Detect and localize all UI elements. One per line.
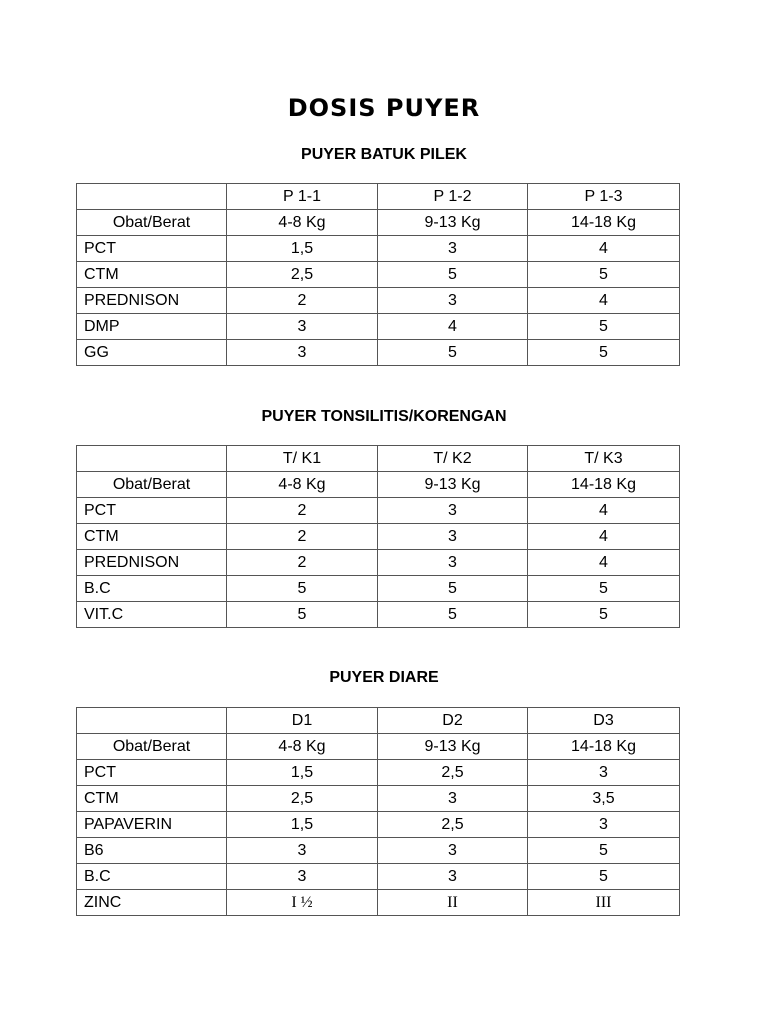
dose-cell: 3: [378, 524, 528, 550]
header-weight-cell: 14-18 Kg: [528, 734, 680, 760]
table-row: [77, 602, 680, 628]
table-row: [77, 524, 680, 550]
dose-cell: 3: [378, 838, 528, 864]
dose-cell: 1,5: [227, 760, 378, 786]
dose-cell: 2: [227, 550, 378, 576]
table-row: [77, 838, 680, 864]
dose-cell: 4: [378, 314, 528, 340]
drug-name-cell: PREDNISON: [77, 550, 227, 576]
dose-cell: 2: [227, 498, 378, 524]
table-row: [77, 890, 680, 916]
header-empty-cell: [77, 446, 227, 472]
dose-cell: 2,5: [378, 760, 528, 786]
table-tonsilitis-korengan: [76, 445, 680, 628]
dose-cell: 2: [227, 288, 378, 314]
table-row: [77, 550, 680, 576]
dose-cell: 5: [528, 314, 680, 340]
header-label-cell: Obat/Berat: [77, 734, 227, 760]
dose-cell: 5: [528, 864, 680, 890]
dose-cell: 5: [528, 262, 680, 288]
dose-cell: 5: [378, 576, 528, 602]
table-batuk-pilek: [76, 183, 680, 366]
dose-cell: 3: [528, 760, 680, 786]
table-header-row-weights: [77, 734, 680, 760]
dose-cell: 3: [528, 812, 680, 838]
header-code-cell: D3: [528, 708, 680, 734]
drug-name-cell: PAPAVERIN: [77, 812, 227, 838]
dose-cell: 1,5: [227, 812, 378, 838]
drug-name-cell: GG: [77, 340, 227, 366]
dose-cell: II: [378, 890, 528, 916]
table-row: [77, 786, 680, 812]
dose-cell: 5: [227, 602, 378, 628]
section-title-tonsilitis-korengan: PUYER TONSILITIS/KORENGAN: [261, 408, 507, 425]
table-diare: [76, 707, 680, 916]
dose-cell: 3,5: [528, 786, 680, 812]
dose-cell: 3: [378, 864, 528, 890]
table-header-row-weights: [77, 210, 680, 236]
dose-cell: 2,5: [378, 812, 528, 838]
dose-cell: 1,5: [227, 236, 378, 262]
header-code-cell: P 1-1: [227, 184, 378, 210]
drug-name-cell: PCT: [77, 236, 227, 262]
header-code-cell: T/ K1: [227, 446, 378, 472]
header-weight-cell: 9-13 Kg: [378, 734, 528, 760]
header-code-cell: P 1-2: [378, 184, 528, 210]
dose-cell: 2: [227, 524, 378, 550]
table-row: [77, 340, 680, 366]
dose-cell: 4: [528, 288, 680, 314]
dose-cell: 5: [528, 602, 680, 628]
dose-cell: 5: [227, 576, 378, 602]
drug-name-cell: CTM: [77, 262, 227, 288]
header-weight-cell: 4-8 Kg: [227, 472, 378, 498]
header-weight-cell: 9-13 Kg: [378, 472, 528, 498]
header-code-cell: T/ K3: [528, 446, 680, 472]
drug-name-cell: CTM: [77, 786, 227, 812]
table-header-row-codes: [77, 184, 680, 210]
header-code-cell: D1: [227, 708, 378, 734]
section-title-batuk-pilek: PUYER BATUK PILEK: [301, 146, 467, 163]
table-row: [77, 288, 680, 314]
header-weight-cell: 4-8 Kg: [227, 210, 378, 236]
table-header-row-weights: [77, 472, 680, 498]
dose-cell: 5: [378, 602, 528, 628]
table-row: [77, 262, 680, 288]
header-label-cell: Obat/Berat: [77, 210, 227, 236]
table-header-row-codes: [77, 708, 680, 734]
header-weight-cell: 9-13 Kg: [378, 210, 528, 236]
dose-cell: 4: [528, 498, 680, 524]
table-row: [77, 314, 680, 340]
drug-name-cell: CTM: [77, 524, 227, 550]
drug-name-cell: PCT: [77, 760, 227, 786]
table-row: [77, 864, 680, 890]
table-row: [77, 812, 680, 838]
dose-cell: 3: [378, 498, 528, 524]
header-code-cell: D2: [378, 708, 528, 734]
dose-cell: III: [528, 890, 680, 916]
header-code-cell: T/ K2: [378, 446, 528, 472]
dose-cell: 3: [378, 288, 528, 314]
dose-cell: I ½: [227, 890, 378, 916]
drug-name-cell: PREDNISON: [77, 288, 227, 314]
dose-cell: 3: [378, 550, 528, 576]
table-row: [77, 498, 680, 524]
table-row: [77, 760, 680, 786]
dose-cell: 2,5: [227, 262, 378, 288]
dose-cell: 4: [528, 236, 680, 262]
dose-cell: 5: [378, 340, 528, 366]
drug-name-cell: B.C: [77, 864, 227, 890]
dose-cell: 5: [378, 262, 528, 288]
table-header-row-codes: [77, 446, 680, 472]
drug-name-cell: VIT.C: [77, 602, 227, 628]
drug-name-cell: PCT: [77, 498, 227, 524]
dose-cell: 5: [528, 576, 680, 602]
dose-cell: 5: [528, 340, 680, 366]
page-title: DOSIS PUYER: [287, 94, 481, 122]
dose-cell: 3: [378, 786, 528, 812]
header-weight-cell: 14-18 Kg: [528, 210, 680, 236]
dose-cell: 3: [227, 838, 378, 864]
dose-cell: 5: [528, 838, 680, 864]
dose-cell: 3: [227, 864, 378, 890]
dose-cell: 4: [528, 524, 680, 550]
header-weight-cell: 4-8 Kg: [227, 734, 378, 760]
dose-cell: 4: [528, 550, 680, 576]
drug-name-cell: B6: [77, 838, 227, 864]
header-empty-cell: [77, 708, 227, 734]
dose-cell: 3: [378, 236, 528, 262]
dose-cell: 3: [227, 314, 378, 340]
drug-name-cell: DMP: [77, 314, 227, 340]
header-empty-cell: [77, 184, 227, 210]
section-title-diare: PUYER DIARE: [329, 669, 439, 686]
header-label-cell: Obat/Berat: [77, 472, 227, 498]
drug-name-cell: ZINC: [77, 890, 227, 916]
header-code-cell: P 1-3: [528, 184, 680, 210]
table-row: [77, 576, 680, 602]
dose-cell: 3: [227, 340, 378, 366]
drug-name-cell: B.C: [77, 576, 227, 602]
table-row: [77, 236, 680, 262]
dose-cell: 2,5: [227, 786, 378, 812]
header-weight-cell: 14-18 Kg: [528, 472, 680, 498]
